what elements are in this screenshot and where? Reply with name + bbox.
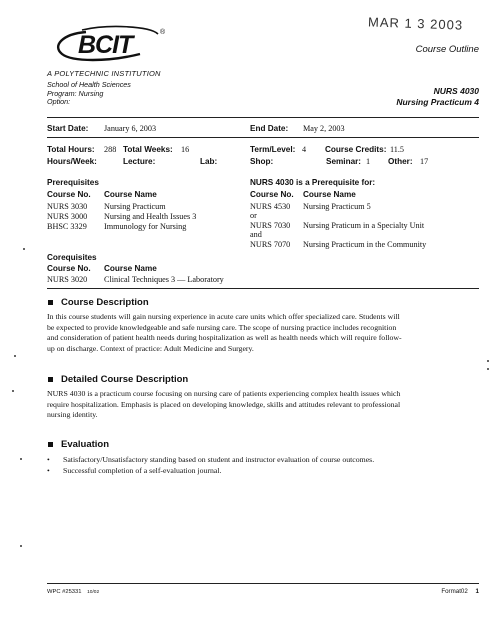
detailed-description-title: Detailed Course Description xyxy=(61,374,189,385)
list-item: NURS 3000 Nursing and Health Issues 3 xyxy=(47,211,197,221)
end-date-label: End Date: xyxy=(250,124,289,133)
total-weeks-value: 16 xyxy=(181,145,190,154)
hours-week-label: Hours/Week: xyxy=(47,157,97,166)
lecture-label: Lecture: xyxy=(123,157,156,166)
footer-doc-date: 10/02 xyxy=(87,590,100,595)
scan-speck xyxy=(14,355,16,357)
list-item: NURS 7070 Nursing Practicum in the Community xyxy=(250,239,427,249)
list-item: NURS 7030 Nursing Praticum in a Specialty Unit xyxy=(250,220,425,230)
other-label: Other: xyxy=(388,157,413,166)
corequisites-col-name: Course Name xyxy=(104,264,157,273)
evaluation-list xyxy=(47,455,481,476)
corequisites-col-no: Course No. xyxy=(47,264,91,273)
scan-speck xyxy=(20,545,22,547)
seminar-label: Seminar: xyxy=(326,157,362,166)
document-type: Course Outline xyxy=(415,44,479,55)
shop-label: Shop: xyxy=(250,157,274,166)
school-name: School of Health Sciences xyxy=(47,80,131,89)
prerequisite-for-list xyxy=(250,202,426,249)
scan-speck xyxy=(487,368,489,370)
prerequisites-col-no: Course No. xyxy=(47,190,91,199)
scan-speck xyxy=(20,458,22,460)
course-description-title: Course Description xyxy=(61,297,149,308)
scan-speck xyxy=(23,248,25,250)
page-number: 1 xyxy=(475,588,479,595)
corequisites-title: Corequisites xyxy=(47,253,97,262)
seminar-value: 1 xyxy=(366,157,371,166)
footer-left xyxy=(47,589,99,595)
course-credits-value: 11.5 xyxy=(390,145,405,154)
footer-right xyxy=(441,588,479,595)
prerequisites-title: Prerequisites xyxy=(47,178,99,187)
course-title: Nursing Practicum 4 xyxy=(396,96,479,107)
lab-label: Lab: xyxy=(200,157,218,166)
list-item: and xyxy=(250,230,262,240)
scan-speck xyxy=(487,360,489,362)
prerequisites-col-name: Course Name xyxy=(104,190,157,199)
program-name: Program: Nursing xyxy=(47,88,104,98)
start-date-label: Start Date: xyxy=(47,124,89,133)
bullet-square-icon xyxy=(48,442,53,447)
total-hours-value: 288 xyxy=(104,145,117,154)
end-date-value: May 2, 2003 xyxy=(303,124,345,133)
course-description-text: In this course students will gain nursing experience in acute care units which offer specialized care. Students will be expected to provide knowledgeable and safe nursing care. The scope of nursing practice includes recognition and consideration of patient health needs during hospitalization as well as health needs which will require follow- up on discharge. Context of practice: Adult Medicine and Surgery. xyxy=(47,312,402,353)
list-item: or xyxy=(250,211,257,221)
course-credits-label: Course Credits: xyxy=(325,145,387,154)
list-item: NURS 3030 Nursing Practicum xyxy=(47,202,166,211)
logo-registered-mark: ® xyxy=(160,29,166,36)
list-item: NURS 4530 Nursing Practicum 5 xyxy=(250,202,371,211)
total-hours-label: Total Hours: xyxy=(47,145,95,154)
course-code: NURS 4030 xyxy=(433,86,479,96)
list-item: • Satisfactory/Unsatisfactory standing based on student and instructor evaluation of course outcomes. xyxy=(47,455,375,464)
prerequisites-list xyxy=(47,202,196,231)
detailed-description-text: NURS 4030 is a practicum course focusing on nursing care of patients experiencing complex health issues which require hospitalization. Emphasis is placed on developing knowledge, skills and attitudes relevant to professional nursing identity. xyxy=(47,389,401,420)
bcit-logo xyxy=(48,24,178,70)
start-date-value: January 6, 2003 xyxy=(104,124,157,133)
term-level-value: 4 xyxy=(302,145,307,154)
total-weeks-label: Total Weeks: xyxy=(123,145,173,154)
scan-speck xyxy=(12,390,14,392)
prerequisite-for-title: NURS 4030 is a Prerequisite for: xyxy=(250,178,376,187)
option-name: Option: xyxy=(47,97,71,107)
info-rule xyxy=(47,137,479,138)
header-rule xyxy=(47,117,479,118)
logo-text: BCIT xyxy=(78,31,133,59)
evaluation-title: Evaluation xyxy=(61,439,110,450)
footer-doc-id: WPC #25331 xyxy=(47,589,82,595)
course-header xyxy=(396,86,479,107)
footer-format: Format02 xyxy=(441,588,468,595)
other-value: 17 xyxy=(420,157,429,166)
corequisites-list xyxy=(47,275,224,284)
prerequisite-for-col-no: Course No. xyxy=(250,190,294,199)
bullet-square-icon xyxy=(48,300,53,305)
list-item: BHSC 3329 Immunology for Nursing xyxy=(47,221,187,231)
footer-rule xyxy=(47,583,479,584)
received-stamp: MAR 1 3 2003 xyxy=(367,14,464,33)
bullet-square-icon xyxy=(48,377,53,382)
section-rule xyxy=(47,288,479,289)
prerequisite-for-col-name: Course Name xyxy=(303,190,356,199)
institution-tagline: A POLYTECHNIC INSTITUTION xyxy=(47,69,161,78)
term-level-label: Term/Level: xyxy=(250,145,296,154)
program-info xyxy=(47,81,131,107)
list-item: NURS 3020 Clinical Techniques 3 — Laboratory xyxy=(47,275,224,284)
list-item: • Successful completion of a self-evaluation journal. xyxy=(47,465,222,475)
